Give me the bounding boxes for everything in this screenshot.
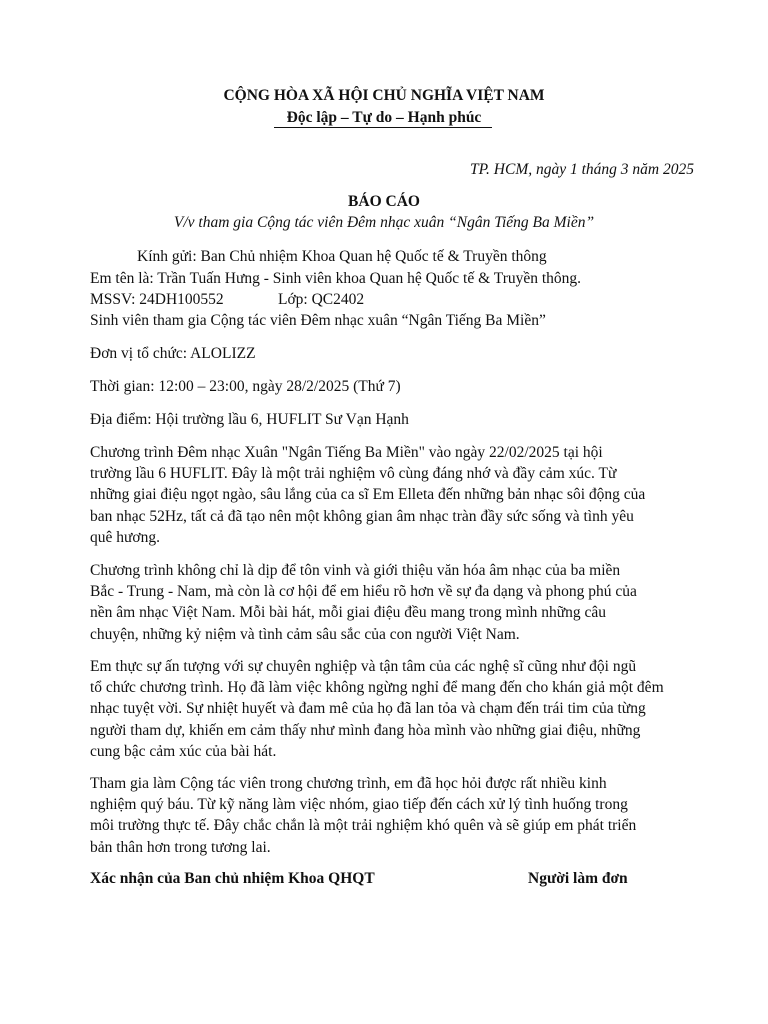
paragraph-1	[90, 442, 700, 548]
paragraph-line: quê hương.	[90, 528, 160, 546]
paragraph-4	[90, 773, 700, 858]
paragraph-2	[90, 560, 700, 645]
paragraph-line: nền âm nhạc Việt Nam. Mỗi bài hát, mỗi giai điệu đều mang trong mình những câu	[90, 604, 606, 622]
paragraph-line: Chương trình Đêm nhạc Xuân "Ngân Tiếng Ba Miền" vào ngày 22/02/2025 tại hội	[90, 444, 603, 461]
paragraph-line: những giai điệu ngọt ngào, sâu lắng của ca sĩ Em Elleta đến những bản nhạc sôi động của	[90, 486, 646, 504]
student-id: MSSV: 24DH100552	[90, 291, 224, 308]
paragraph-line: Em thực sự ấn tượng với sự chuyên nghiệp và tận tâm của các nghệ sĩ cũng như đội ngũ	[90, 658, 637, 675]
paragraph-line: Chương trình không chỉ là dịp để tôn vinh và giới thiệu văn hóa âm nhạc của ba miền	[90, 562, 621, 579]
paragraph-line: chuyện, những kỷ niệm và tình cảm sâu sắc của con người Việt Nam.	[90, 625, 520, 643]
paragraph-line: bản thân hơn trong tương lai.	[90, 838, 271, 856]
report-title: BÁO CÁO	[348, 193, 420, 210]
participation-line: Sinh viên tham gia Cộng tác viên Đêm nhạc xuân “Ngân Tiếng Ba Miền”	[90, 312, 546, 329]
paragraph-line: trường lầu 6 HUFLIT. Đây là một trải nghiệm vô cùng đáng nhớ và đầy cảm xúc. Từ	[90, 465, 617, 483]
time-line: Thời gian: 12:00 – 23:00, ngày 28/2/2025 (Thứ 7)	[90, 378, 401, 395]
class-code: Lớp: QC2402	[278, 291, 365, 308]
place-date: TP. HCM, ngày 1 tháng 3 năm 2025	[469, 161, 694, 178]
paragraph-line: người tham dự, khiến em cảm thấy như mình đang hòa mình vào những giai điệu, những	[90, 721, 641, 739]
motto-heading: Độc lập – Tự do – Hạnh phúc	[286, 109, 482, 126]
paragraph-3	[90, 656, 700, 762]
paragraph-line: Tham gia làm Cộng tác viên trong chương trình, em đã học hỏi được rất nhiều kinh	[90, 775, 607, 792]
name-line: Em tên là: Trần Tuấn Hưng - Sinh viên khoa Quan hệ Quốc tế & Truyền thông.	[90, 270, 582, 287]
organizer-line: Đơn vị tổ chức: ALOLIZZ	[90, 345, 256, 362]
signature-right-label: Người làm đơn	[528, 870, 628, 887]
paragraph-line: ban nhạc 52Hz, tất cả đã tạo nên một không gian âm nhạc tràn đầy sức sống và tình yêu	[90, 507, 634, 525]
paragraph-line: nhạc tuyệt vời. Sự nhiệt huyết và đam mê của họ đã lan tỏa và chạm đến trái tim của từng	[90, 700, 646, 718]
signature-left-label: Xác nhận của Ban chủ nhiệm Khoa QHQT	[90, 870, 375, 887]
motto-underline	[274, 127, 492, 128]
location-line: Địa điểm: Hội trường lầu 6, HUFLIT Sư Vạn Hạnh	[90, 411, 409, 428]
paragraph-line: môi trường thực tế. Đây chắc chắn là một trải nghiệm khó quên và sẽ giúp em phát triển	[90, 817, 637, 835]
paragraph-line: nghiệm quý báu. Từ kỹ năng làm việc nhóm, giao tiếp đến cách xử lý tình huống trong	[90, 796, 628, 814]
nation-heading: CỘNG HÒA XÃ HỘI CHỦ NGHĨA VIỆT NAM	[223, 87, 545, 104]
report-subject: V/v tham gia Cộng tác viên Đêm nhạc xuân “Ngân Tiếng Ba Miền”	[173, 214, 595, 231]
paragraph-line: cung bậc cảm xúc của bài hát.	[90, 742, 277, 760]
recipient-line: Kính gửi: Ban Chủ nhiệm Khoa Quan hệ Quốc tế & Truyền thông	[137, 248, 547, 265]
paragraph-line: tổ chức chương trình. Họ đã làm việc không ngừng nghỉ để mang đến cho khán giả một đêm	[90, 679, 664, 697]
paragraph-line: Bắc - Trung - Nam, mà còn là cơ hội để em hiểu rõ hơn về sự đa dạng và phong phú của	[90, 583, 637, 601]
